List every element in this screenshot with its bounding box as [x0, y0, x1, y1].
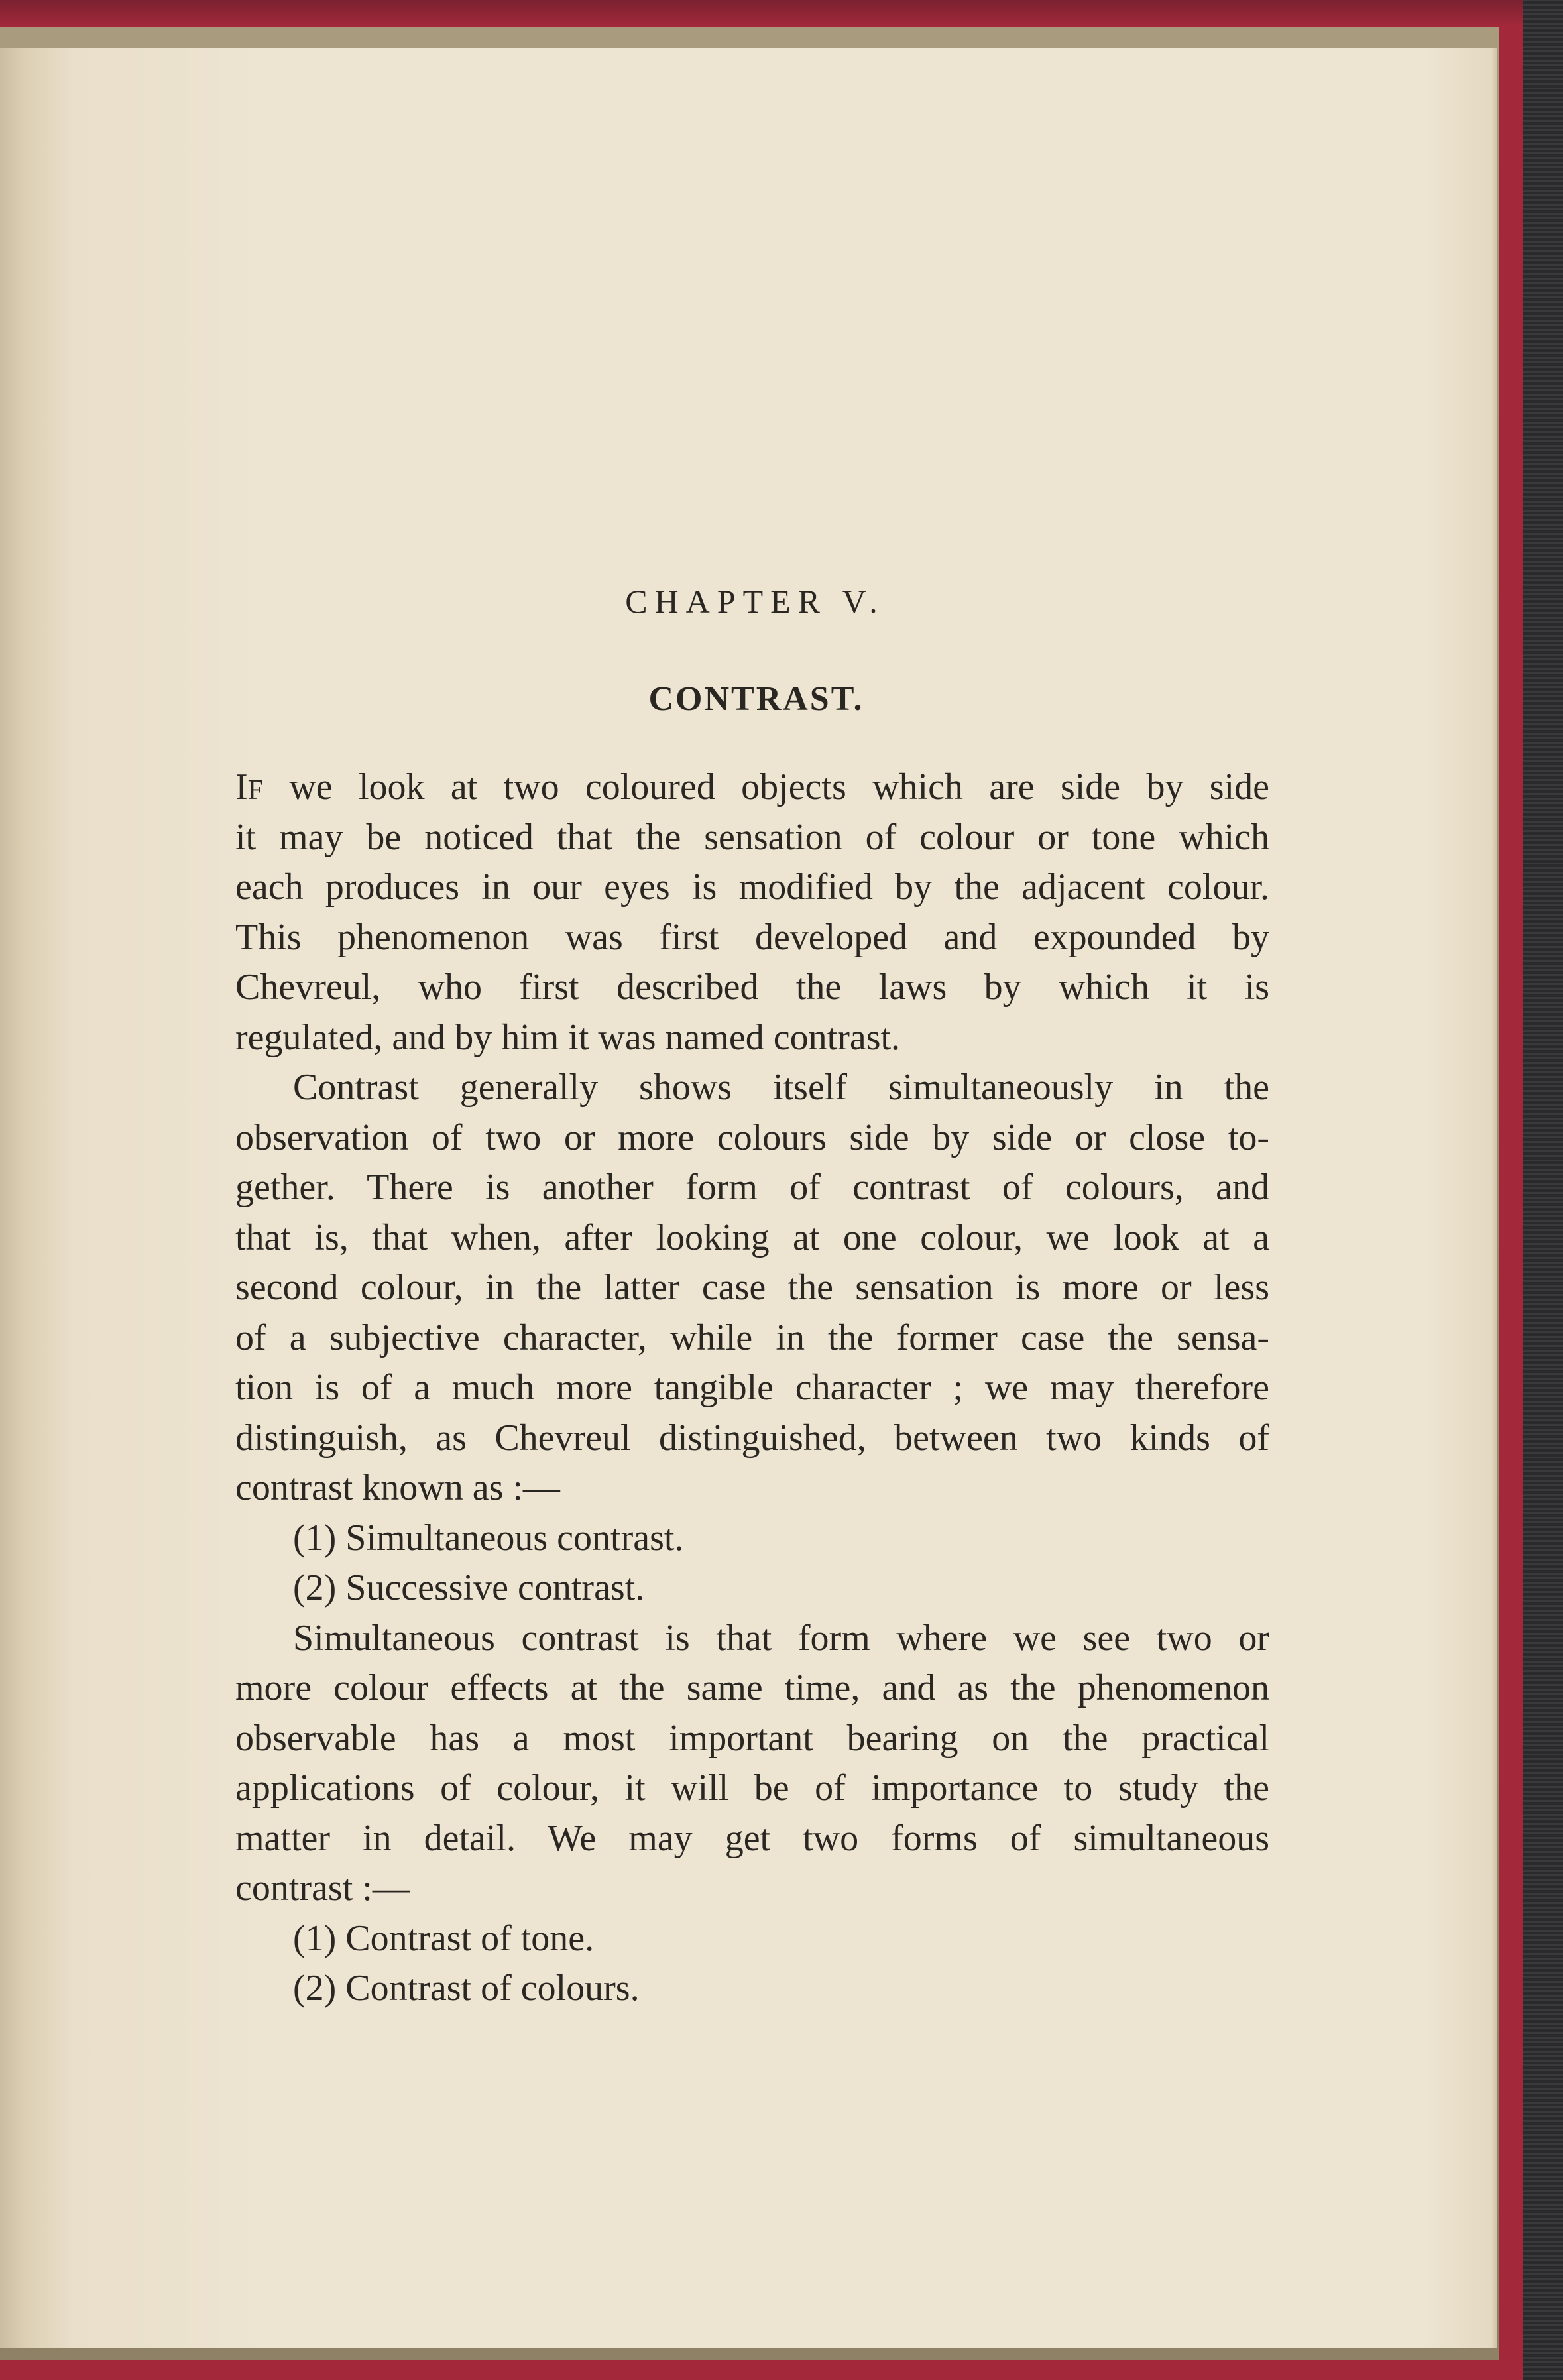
drop-word-rest: F: [247, 775, 264, 805]
text-line: regulated, and by him it was named contrast.: [235, 1016, 901, 1058]
text-line: of a subjective character, while in the former case the sensa-: [235, 1317, 1269, 1358]
list-item: (2) Contrast of colours.: [293, 1968, 640, 2009]
text-line: Chevreul, who first described the laws by which it is: [235, 967, 1269, 1008]
text-line: gether. There is another form of contrast of colours, and: [235, 1167, 1269, 1208]
chapter-title: CONTRAST.: [648, 680, 864, 718]
text-line: tion is of a much more tangible character ; we may therefore: [235, 1367, 1269, 1408]
text-line: Contrast generally shows itself simultaneously in the: [293, 1067, 1269, 1108]
text-line-rest: we look at two coloured objects which are side by side: [263, 766, 1269, 807]
body-text: [235, 762, 1269, 2014]
text-line: observation of two or more colours side by side or close to-: [235, 1116, 1269, 1158]
list-item: (1) Contrast of tone.: [293, 1917, 595, 1959]
text-line: Simultaneous contrast is that form where we see two or: [293, 1617, 1269, 1659]
text-line: matter in detail. We may get two forms of simultaneous: [235, 1817, 1269, 1859]
list-item: (2) Successive contrast.: [293, 1567, 645, 1608]
text-line: [235, 762, 1269, 813]
chapter-heading: CHAPTER V.: [625, 583, 885, 620]
list-item: (1) Simultaneous contrast.: [293, 1517, 684, 1559]
text-line: second colour, in the latter case the sensation is more or less: [235, 1267, 1269, 1308]
text-line: that is, that when, after looking at one colour, we look at a: [235, 1217, 1269, 1258]
text-line: observable has a most important bearing on the practical: [235, 1717, 1269, 1759]
cover-top-edge: [0, 0, 1523, 27]
text-line: it may be noticed that the sensation of colour or tone which: [235, 816, 1269, 858]
text-line: distinguish, as Chevreul distinguished, between two kinds of: [235, 1417, 1269, 1458]
text-line: each produces in our eyes is modified by the adjacent colour.: [235, 866, 1269, 908]
text-line: This phenomenon was first developed and expounded by: [235, 916, 1269, 958]
text-line: more colour effects at the same time, and as the phenomenon: [235, 1667, 1269, 1708]
text-line: contrast :—: [235, 1868, 410, 1909]
cloth-background: [1517, 0, 1563, 2380]
text-line: applications of colour, it will be of importance to study the: [235, 1767, 1269, 1809]
drop-word-cap: I: [235, 766, 248, 807]
text-line: contrast known as :—: [235, 1467, 560, 1508]
